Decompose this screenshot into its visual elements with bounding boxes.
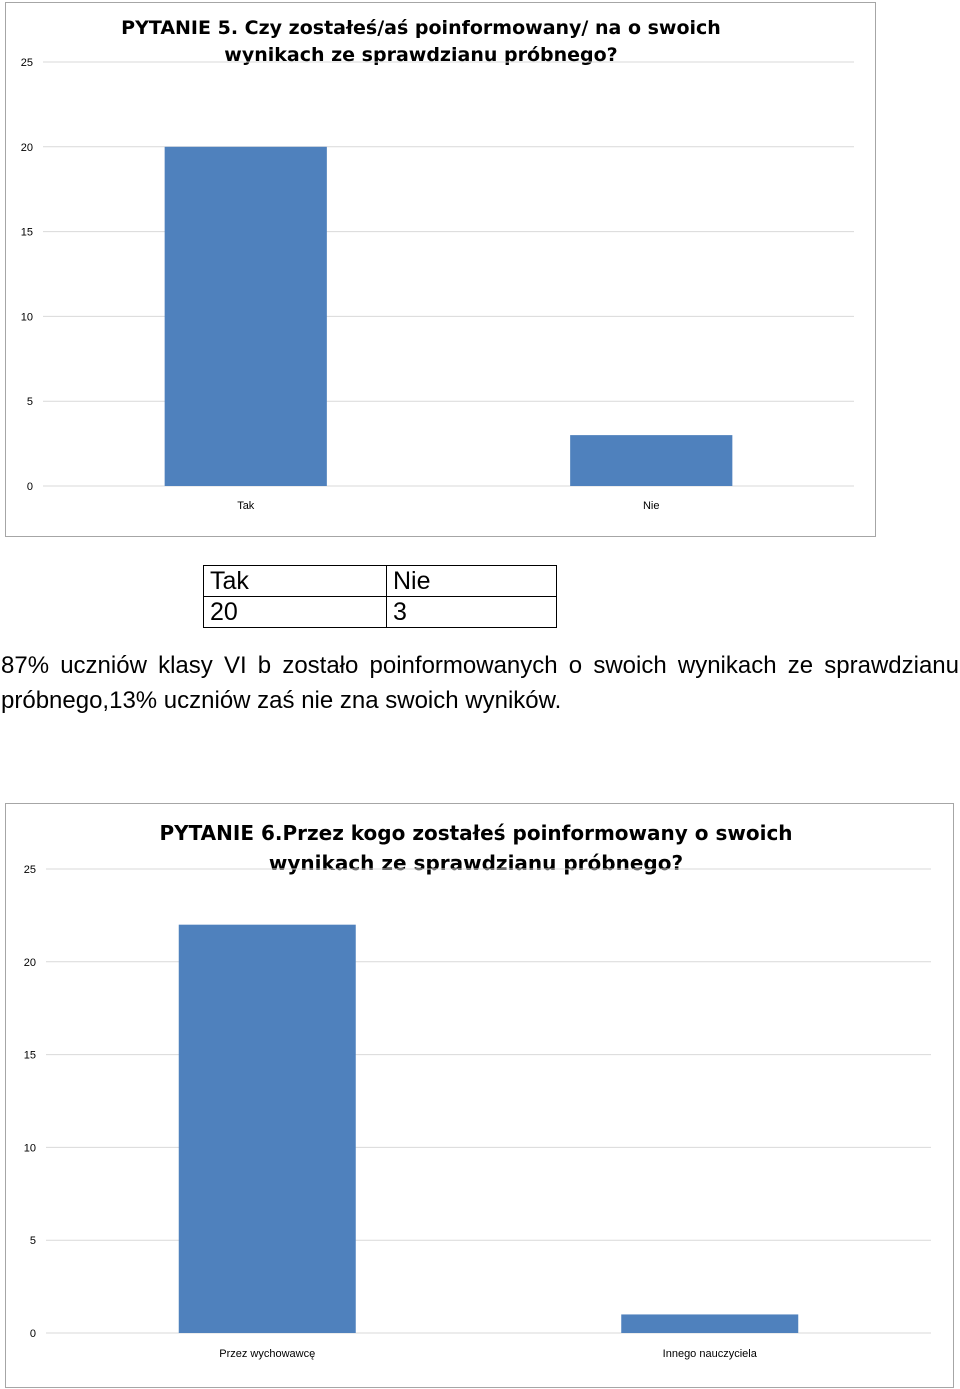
x-category-label: Nie: [642, 500, 660, 512]
y-tick-label: 25: [23, 864, 36, 876]
y-tick-label: 0: [26, 481, 33, 493]
y-tick-label: 20: [20, 141, 33, 154]
y-tick-label: 5: [26, 396, 33, 409]
y-tick-label: 5: [29, 1235, 36, 1248]
y-tick-label: 20: [23, 956, 36, 969]
bar-tak: [165, 147, 327, 486]
x-category-label: Przez wychowawcę: [219, 1348, 316, 1360]
table-row: [204, 566, 557, 597]
y-tick-label: 25: [20, 57, 33, 69]
y-tick-label: 10: [20, 311, 33, 324]
x-category-label: Innego nauczyciela: [662, 1348, 757, 1360]
bar-przez-wychowawcę: [179, 925, 356, 1333]
table-header-nie: Nie: [387, 566, 557, 597]
table-header-tak: Tak: [204, 566, 387, 597]
chart-plot: [6, 3, 877, 538]
chart-title: PYTANIE 5. Czy zostałeś/aś poinformowany/ na o swoich wynikach ze sprawdzianu próbnego?: [121, 17, 721, 66]
result-table: [203, 565, 557, 628]
chart-question-6: [5, 803, 954, 1388]
y-tick-label: 15: [23, 1049, 36, 1062]
chart-plot: [6, 804, 955, 1389]
y-tick-label: 10: [23, 1142, 36, 1155]
chart-title: PYTANIE 6.Przez kogo zostałeś poinformowany o swoich wynikach ze sprawdzianu próbnego?: [159, 821, 793, 875]
table-value-tak: 20: [204, 597, 387, 628]
bar-nie: [570, 435, 732, 486]
y-tick-label: 0: [29, 1328, 36, 1340]
summary-text: 87% uczniów klasy VI b zostało poinformowanych o swoich wynikach ze sprawdzianu próbnego,13% uczniów zaś nie zna swoich wyników.: [1, 652, 959, 714]
x-category-label: Tak: [237, 500, 255, 512]
table-row: [204, 597, 557, 628]
chart-question-5: [5, 2, 876, 537]
y-tick-label: 15: [20, 226, 33, 239]
bar-innego-nauczyciela: [621, 1314, 798, 1333]
table-value-nie: 3: [387, 597, 557, 628]
